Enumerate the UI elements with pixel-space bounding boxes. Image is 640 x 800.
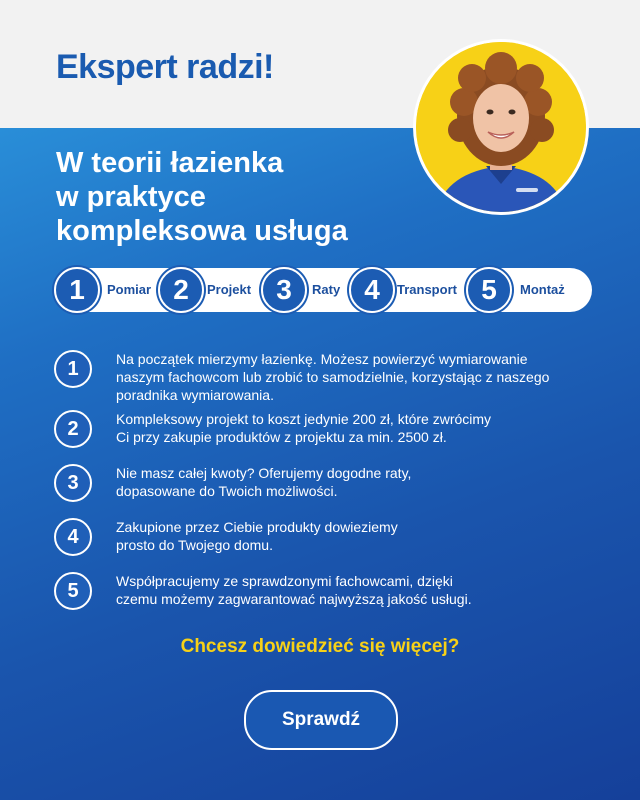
detail-text <box>116 350 616 404</box>
detail-line: naszym fachowcom lub zrobić to samodzielnie, korzystając z naszego <box>116 369 550 385</box>
detail-line: poradnika wymiarowania. <box>116 387 274 403</box>
detail-line: Zakupione przez Ciebie produkty dowieziemy <box>116 519 398 535</box>
step-number-4: 4 <box>349 267 395 313</box>
hero-title-line: W teorii łazienka <box>56 147 284 179</box>
cta-question: Chcesz dowiedzieć się więcej? <box>180 636 460 657</box>
step-label-raty: Raty <box>312 282 341 297</box>
step-number-2: 2 <box>158 267 204 313</box>
detail-line: Ci przy zakupie produktów z projektu za min. 2500 zł. <box>116 429 447 445</box>
check-button[interactable]: Sprawdź <box>244 690 398 750</box>
step-number-5: 5 <box>466 267 512 313</box>
expert-portrait-icon <box>416 42 586 212</box>
step-label-pomiar: Pomiar <box>107 282 152 297</box>
detail-badge: 2 <box>54 410 92 448</box>
hero-title <box>56 146 348 248</box>
detail-line: czemu możemy zagwarantować najwyższą jakość usługi. <box>116 591 472 607</box>
hero-title-line: kompleksowa usługa <box>56 215 348 247</box>
detail-badge: 3 <box>54 464 92 502</box>
step-number-1: 1 <box>54 267 100 313</box>
detail-badge: 1 <box>54 350 92 388</box>
step-label-projekt: Projekt <box>207 282 252 297</box>
hero-title-line: w praktyce <box>56 181 206 213</box>
detail-text <box>116 410 616 446</box>
detail-text <box>116 518 616 554</box>
detail-text <box>116 572 616 608</box>
steps-bar <box>54 268 592 312</box>
detail-line: prosto do Twojego domu. <box>116 537 273 553</box>
detail-line: Współpracujemy ze sprawdzonymi fachowcami, dzięki <box>116 573 453 589</box>
expert-headline: Ekspert radzi! <box>56 48 274 86</box>
step-number-3: 3 <box>261 267 307 313</box>
detail-badge: 5 <box>54 572 92 610</box>
expert-avatar <box>416 42 586 212</box>
detail-line: Kompleksowy projekt to koszt jedynie 200 zł, które zwrócimy <box>116 411 492 427</box>
detail-line: Na początek mierzymy łazienkę. Możesz powierzyć wymiarowanie <box>116 351 528 367</box>
detail-line: Nie masz całej kwoty? Oferujemy dogodne raty, <box>116 465 412 481</box>
detail-line: dopasowane do Twoich możliwości. <box>116 483 338 499</box>
step-label-transport: Transport <box>397 282 457 297</box>
detail-badge: 4 <box>54 518 92 556</box>
step-label-montaz: Montaż <box>520 282 565 297</box>
detail-text <box>116 464 616 500</box>
